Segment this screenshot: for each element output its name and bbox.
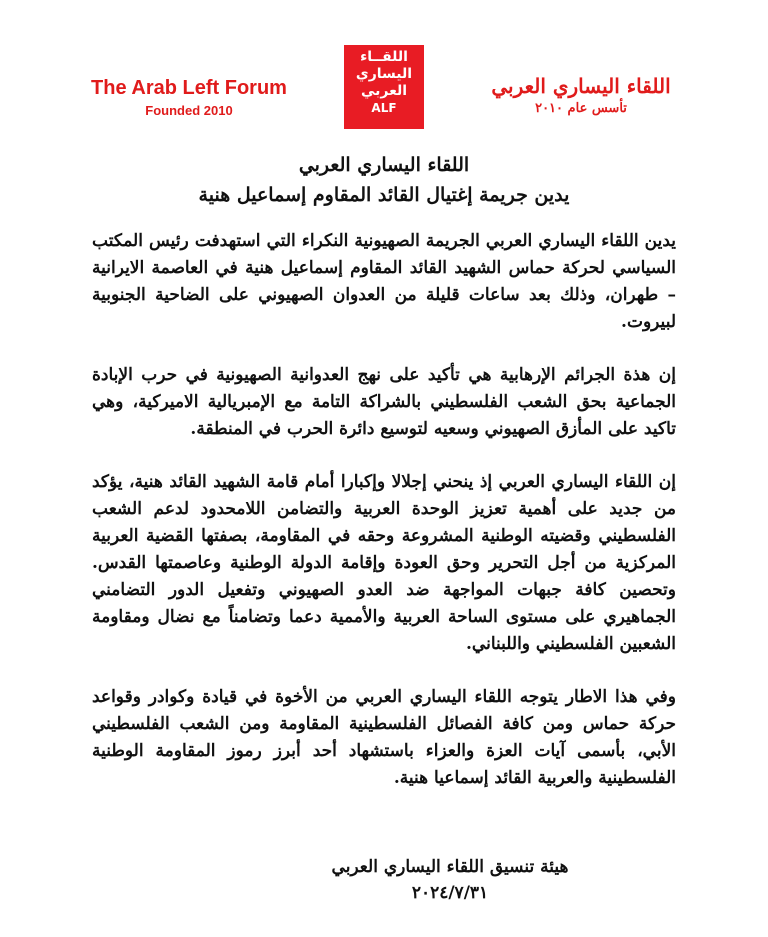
signature-date: ٢٠٢٤/٧/٣١	[411, 883, 489, 903]
letterhead	[0, 0, 768, 140]
alf-logo	[344, 45, 424, 129]
logo-abbreviation: ALF	[371, 101, 397, 115]
title-line-1: اللقاء اليساري العربي	[298, 154, 470, 176]
statement-title	[100, 150, 668, 210]
org-name-ar-text: اللقاء اليساري العربي	[491, 74, 671, 98]
logo-line: اللقــاء	[360, 49, 408, 65]
org-name-english	[84, 76, 294, 120]
signature-issuer: هيئة تنسيق اللقاء اليساري العربي	[331, 857, 569, 877]
founded-en-text: Founded 2010	[145, 103, 233, 118]
signature-block	[300, 854, 600, 906]
paragraph: وفي هذا الاطار يتوجه اللقاء اليساري العربي من الأخوة في قيادة وكوادر وقواعد حركة حماس ومن كافة الفصائل الفلسطينية المقاومة ومن الشعب الفلسطيني الأبي، بأسمى آيات العزة والعزاء باستشهاد أحد أبرز رموز المقاومة الوطنية الفلسطينية والعربية القائد إسماعيا هنية.	[92, 687, 676, 788]
statement-body	[92, 228, 676, 818]
paragraph: إن هذة الجرائم الإرهابية هي تأكيد على نهج العدوانية الصهيونية في حرب الإبادة الجماعية بحق الشعب الفلسطيني بالشراكة التامة مع الإمبريالية الاميركية، وهي تاكيد على المأزق الصهيوني وسعيه لتوسيع دائرة الحرب في المنطقة.	[92, 365, 676, 439]
logo-line: العربي	[360, 83, 408, 99]
paragraph: إن اللقاء اليساري العربي إذ ينحني إجلالا وإكبارا أمام قامة الشهيد القائد هنية، يؤكد من جديد على أهمية تعزيز الوحدة العربية والتضامن اللامحدود لدعم الشعب الفلسطيني وقضيته الوطنية المشروعة وحقه في المقاومة، بصفتها القضية العربية المركزية من أجل التحرير وحق العودة وإقامة الدولة الوطنية وعاصمتها القدس. وتحصين كافة جبهات المواجهة ضد العدو الصهيوني وتفعيل الدور التضامني الجماهيري على مستوى الساحة العربية والأممية دعما وتضامناً مع نضال ومقاومة الشعبين الفلسطيني واللبناني.	[92, 472, 676, 654]
org-name-arabic	[466, 72, 696, 118]
founded-ar-text: تأسس عام ٢٠١٠	[535, 101, 627, 116]
paragraph: يدين اللقاء اليساري العربي الجريمة الصهيونية النكراء التي استهدفت رئيس المكتب السياسي لحركة حماس الشهيد القائد المقاوم إسماعيل هنية في العاصمة الايرانية – طهران، وذلك بعد ساعات قليلة من العدوان الصهيوني على الضاحية الجنوبية لبيروت.	[92, 231, 676, 332]
title-line-2: يدين جريمة إغتيال القائد المقاوم إسماعيل هنية	[198, 184, 570, 206]
logo-line: اليساري	[355, 66, 413, 82]
org-name-en-text: The Arab Left Forum	[91, 77, 287, 99]
